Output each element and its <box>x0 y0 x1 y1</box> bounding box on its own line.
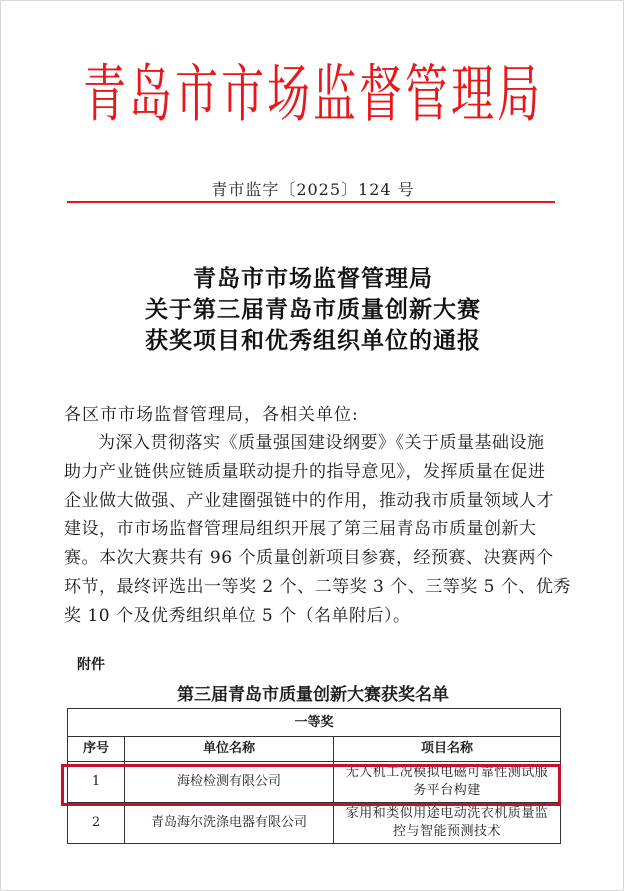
cell-number: 1 <box>68 762 125 803</box>
table-row <box>68 803 561 844</box>
notice-title <box>1 263 624 356</box>
body-line: 企业做大做强、产业建圈强链中的作用，推动我市质量领域人才 <box>64 490 554 511</box>
column-header-unit: 单位名称 <box>125 737 334 762</box>
letterhead-title: 青岛市市场监督管理局 <box>83 59 543 132</box>
section-header-first-prize: 一等奖 <box>68 709 561 737</box>
cell-project <box>334 803 561 844</box>
document-number: 青市监字〔2025〕124 号 <box>211 180 415 199</box>
cell-project-line: 家用和类似用途电动洗衣机质量监 <box>345 806 549 821</box>
notice-title-line: 关于第三届青岛市质量创新大赛 <box>145 296 481 323</box>
body-line: 奖 10 个及优秀组织单位 5 个（名单附后）。 <box>64 605 411 626</box>
award-list-title: 第三届青岛市质量创新大赛获奖名单 <box>177 685 449 705</box>
table-header-row <box>68 737 561 762</box>
notice-title-line: 青岛市市场监督管理局 <box>193 265 433 292</box>
cell-number: 2 <box>68 803 125 844</box>
table-section-row <box>68 709 561 737</box>
cell-unit: 青岛海尔洗涤电器有限公司 <box>125 803 334 844</box>
body-line: 为深入贯彻落实《质量强国建设纲要》《关于质量基础设施 <box>98 433 545 453</box>
column-header-number: 序号 <box>68 737 125 762</box>
cell-project <box>334 762 561 803</box>
column-header-project: 项目名称 <box>334 737 561 762</box>
table-row <box>68 762 561 803</box>
notice-title-line: 获奖项目和优秀组织单位的通报 <box>145 327 481 354</box>
body-line: 建设，市市场监督管理局组织开展了第三届青岛市质量创新大 <box>64 519 537 540</box>
salutation: 各区市市场监督管理局，各相关单位: <box>64 405 359 425</box>
cell-project-line: 控与智能预测技术 <box>392 824 501 839</box>
cell-unit: 海检检测有限公司 <box>125 762 334 803</box>
body-line: 赛。本次大赛共有 96 个质量创新项目参赛，经预赛、决赛两个 <box>64 548 554 569</box>
cell-project-line: 务平台构建 <box>413 783 481 798</box>
body-line: 助力产业链供应链质量联动提升的指导意见》，发挥质量在促进 <box>64 461 546 482</box>
cell-project-line: 无人机工况模拟电磁可靠性测试服 <box>345 765 549 780</box>
red-divider-line <box>67 201 555 203</box>
awards-table <box>67 708 561 844</box>
attachment-label: 附件 <box>77 657 105 673</box>
body-paragraph <box>64 429 571 631</box>
body-line: 环节，最终评选出一等奖 2 个、二等奖 3 个、三等奖 5 个、优秀 <box>64 576 571 597</box>
